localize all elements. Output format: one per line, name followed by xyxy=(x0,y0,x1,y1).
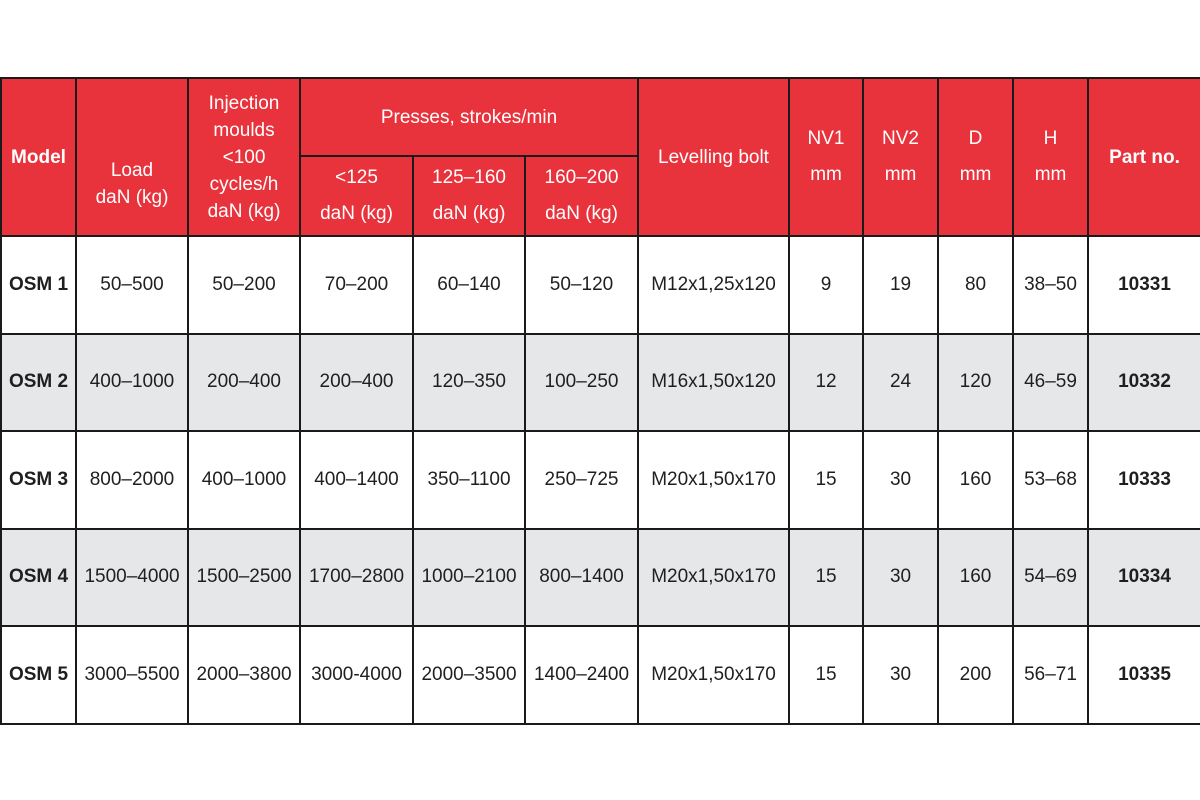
cell-model: OSM 5 xyxy=(1,626,76,724)
cell-levelling-bolt: M20x1,50x170 xyxy=(638,431,789,529)
cell-load: 400–1000 xyxy=(76,334,188,432)
header-presses: Presses, strokes/min xyxy=(300,78,638,156)
cell-nv1: 15 xyxy=(789,626,863,724)
cell-press-160-200: 50–120 xyxy=(525,236,638,334)
table-body xyxy=(1,236,1200,724)
cell-press-160-200: 1400–2400 xyxy=(525,626,638,724)
cell-press-lt125: 1700–2800 xyxy=(300,529,413,627)
header-nv2-label: NV2 xyxy=(882,128,919,149)
header-h-unit: mm xyxy=(1034,164,1067,185)
header-part-no: Part no. xyxy=(1088,78,1200,236)
header-press-unit: daN (kg) xyxy=(320,203,393,224)
header-press-125-160 xyxy=(413,156,525,236)
header-press-range: 160–200 xyxy=(544,167,619,188)
header-d-unit: mm xyxy=(959,164,992,185)
cell-press-125-160: 1000–2100 xyxy=(413,529,525,627)
cell-injection: 200–400 xyxy=(188,334,300,432)
cell-press-lt125: 70–200 xyxy=(300,236,413,334)
cell-press-lt125: 400–1400 xyxy=(300,431,413,529)
cell-d: 120 xyxy=(938,334,1013,432)
header-injection-line3: <100 xyxy=(222,146,266,168)
cell-part-no: 10334 xyxy=(1088,529,1200,627)
header-load-line1: Load xyxy=(110,160,154,181)
cell-part-no: 10335 xyxy=(1088,626,1200,724)
header-model: Model xyxy=(1,78,76,236)
header-nv1 xyxy=(789,78,863,236)
cell-part-no: 10331 xyxy=(1088,236,1200,334)
table-row xyxy=(1,334,1200,432)
header-press-range: <125 xyxy=(335,167,378,188)
cell-press-lt125: 3000-4000 xyxy=(300,626,413,724)
cell-levelling-bolt: M20x1,50x170 xyxy=(638,529,789,627)
header-d-label: D xyxy=(968,128,983,149)
cell-h: 54–69 xyxy=(1013,529,1088,627)
header-load xyxy=(76,78,188,236)
cell-h: 38–50 xyxy=(1013,236,1088,334)
cell-levelling-bolt: M12x1,25x120 xyxy=(638,236,789,334)
header-h-label: H xyxy=(1043,128,1058,149)
cell-injection: 2000–3800 xyxy=(188,626,300,724)
cell-d: 160 xyxy=(938,431,1013,529)
cell-model: OSM 4 xyxy=(1,529,76,627)
header-nv2 xyxy=(863,78,938,236)
header-injection xyxy=(188,78,300,236)
cell-d: 200 xyxy=(938,626,1013,724)
cell-part-no: 10332 xyxy=(1088,334,1200,432)
cell-levelling-bolt: M20x1,50x170 xyxy=(638,626,789,724)
cell-press-160-200: 800–1400 xyxy=(525,529,638,627)
cell-nv2: 30 xyxy=(863,626,938,724)
header-press-lt125 xyxy=(300,156,413,236)
cell-model: OSM 2 xyxy=(1,334,76,432)
cell-press-160-200: 250–725 xyxy=(525,431,638,529)
table-row xyxy=(1,431,1200,529)
cell-press-125-160: 350–1100 xyxy=(413,431,525,529)
header-h xyxy=(1013,78,1088,236)
cell-press-125-160: 60–140 xyxy=(413,236,525,334)
cell-nv2: 19 xyxy=(863,236,938,334)
header-press-160-200 xyxy=(525,156,638,236)
cell-press-125-160: 120–350 xyxy=(413,334,525,432)
cell-nv2: 30 xyxy=(863,431,938,529)
spec-table xyxy=(0,77,1200,725)
table-row xyxy=(1,626,1200,724)
cell-part-no: 10333 xyxy=(1088,431,1200,529)
cell-load: 3000–5500 xyxy=(76,626,188,724)
header-press-unit: daN (kg) xyxy=(545,203,618,224)
cell-nv1: 15 xyxy=(789,529,863,627)
header-nv1-unit: mm xyxy=(810,164,842,185)
cell-load: 800–2000 xyxy=(76,431,188,529)
cell-injection: 400–1000 xyxy=(188,431,300,529)
cell-injection: 50–200 xyxy=(188,236,300,334)
cell-nv2: 24 xyxy=(863,334,938,432)
header-injection-line5: daN (kg) xyxy=(207,200,281,222)
header-injection-line4: cycles/h xyxy=(209,173,279,195)
header-d xyxy=(938,78,1013,236)
header-nv2-unit: mm xyxy=(884,164,917,185)
cell-load: 50–500 xyxy=(76,236,188,334)
cell-d: 80 xyxy=(938,236,1013,334)
table-row xyxy=(1,529,1200,627)
header-press-unit: daN (kg) xyxy=(432,203,506,224)
table-header xyxy=(1,78,1200,236)
cell-h: 56–71 xyxy=(1013,626,1088,724)
cell-nv2: 30 xyxy=(863,529,938,627)
cell-nv1: 15 xyxy=(789,431,863,529)
cell-press-160-200: 100–250 xyxy=(525,334,638,432)
cell-press-lt125: 200–400 xyxy=(300,334,413,432)
cell-model: OSM 1 xyxy=(1,236,76,334)
header-load-line2: daN (kg) xyxy=(95,187,169,208)
cell-press-125-160: 2000–3500 xyxy=(413,626,525,724)
cell-h: 46–59 xyxy=(1013,334,1088,432)
header-levelling-bolt: Levelling bolt xyxy=(638,78,789,236)
table-row xyxy=(1,236,1200,334)
header-injection-line2: moulds xyxy=(213,119,275,141)
cell-load: 1500–4000 xyxy=(76,529,188,627)
cell-injection: 1500–2500 xyxy=(188,529,300,627)
cell-nv1: 9 xyxy=(789,236,863,334)
cell-h: 53–68 xyxy=(1013,431,1088,529)
cell-levelling-bolt: M16x1,50x120 xyxy=(638,334,789,432)
header-nv1-label: NV1 xyxy=(807,128,845,149)
header-press-range: 125–160 xyxy=(432,167,506,188)
cell-model: OSM 3 xyxy=(1,431,76,529)
cell-d: 160 xyxy=(938,529,1013,627)
header-injection-line1: Injection xyxy=(208,92,280,114)
cell-nv1: 12 xyxy=(789,334,863,432)
